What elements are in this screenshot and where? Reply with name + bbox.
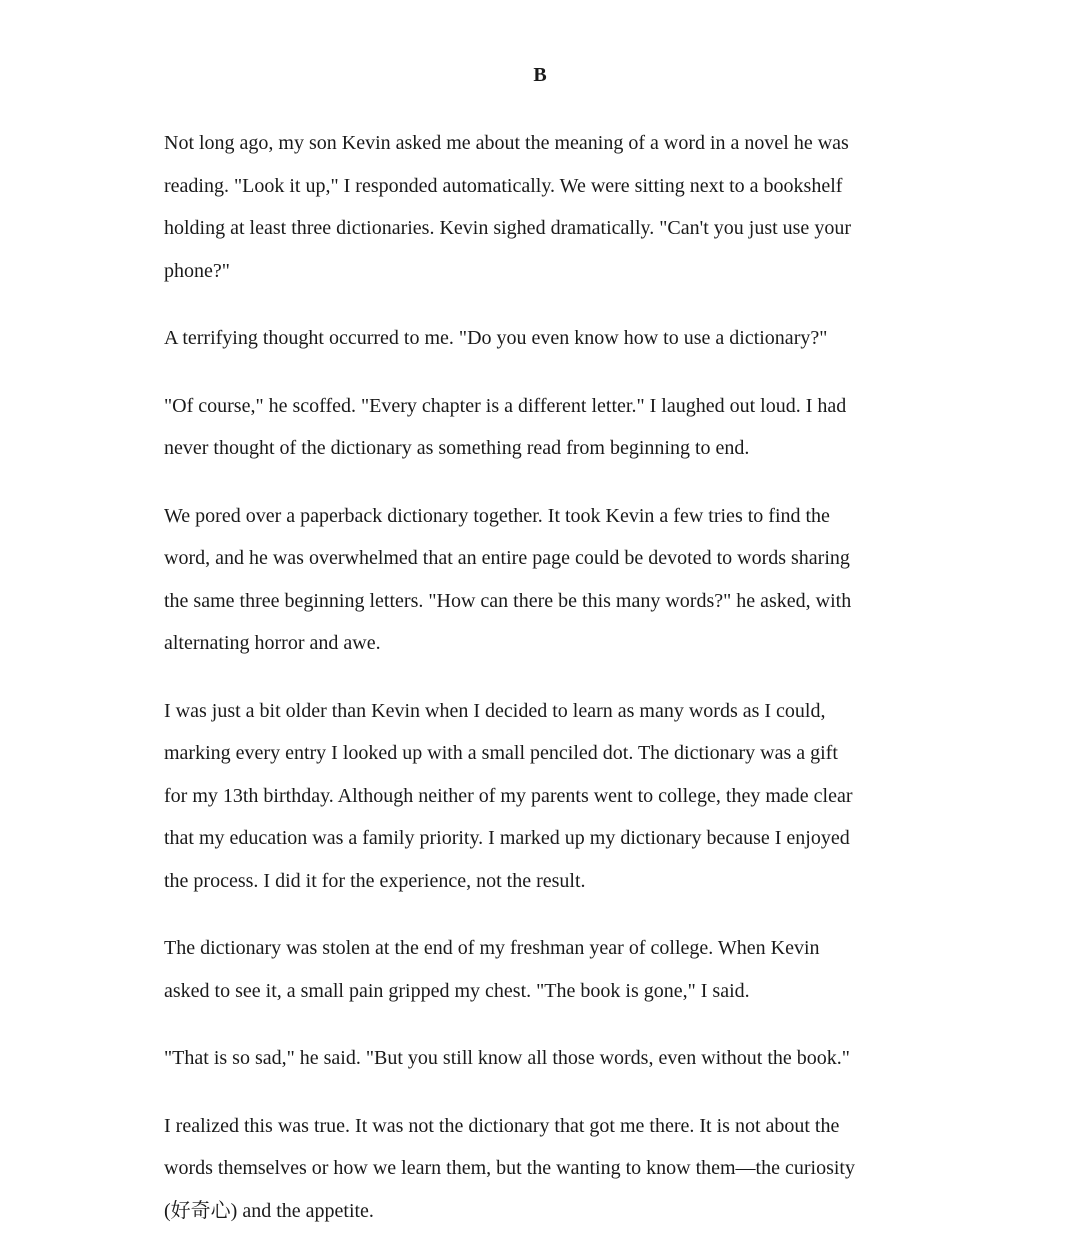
text-line: (好奇心) and the appetite.	[164, 1199, 374, 1222]
passage-body	[164, 122, 924, 1257]
text-line: the process. I did it for the experience, not the result.	[164, 869, 586, 892]
text-line: phone?"	[164, 259, 230, 282]
paragraph-8	[164, 1105, 924, 1233]
text-line: that my education was a family priority. I marked up my dictionary because I enjoyed	[164, 827, 850, 849]
paragraph-6	[164, 927, 924, 1012]
text-line: alternating horror and awe.	[164, 632, 381, 654]
text-line: word, and he was overwhelmed that an entire page could be devoted to words sharing	[164, 547, 850, 569]
text-line: I realized this was true. It was not the dictionary that got me there. It is not about the	[164, 1114, 840, 1137]
paragraph-2	[164, 317, 924, 360]
text-line: A terrifying thought occurred to me. "Do you even know how to use a dictionary?"	[164, 327, 828, 349]
text-line: reading. "Look it up," I responded automatically. We were sitting next to a bookshelf	[164, 174, 843, 197]
text-line: Not long ago, my son Kevin asked me about the meaning of a word in a novel he was	[164, 132, 849, 154]
text-line: the same three beginning letters. "How can there be this many words?" he asked, with	[164, 589, 852, 612]
text-line: I was just a bit older than Kevin when I decided to learn as many words as I could,	[164, 699, 826, 722]
text-line: never thought of the dictionary as something read from beginning to end.	[164, 437, 750, 459]
text-line: holding at least three dictionaries. Kevin sighed dramatically. "Can't you just use your	[164, 217, 851, 239]
text-line: "That is so sad," he said. "But you still know all those words, even without the book."	[164, 1047, 850, 1069]
text-line: The dictionary was stolen at the end of my freshman year of college. When Kevin	[164, 937, 820, 959]
text-line: "Of course," he scoffed. "Every chapter is a different letter." I laughed out loud. I had	[164, 394, 847, 417]
paragraph-5	[164, 690, 924, 903]
text-line: for my 13th birthday. Although neither of my parents went to college, they made clear	[164, 784, 853, 807]
paragraph-7	[164, 1037, 924, 1080]
text-line: words themselves or how we learn them, but the wanting to know them—the curiosity	[164, 1157, 855, 1179]
section-heading: B	[533, 64, 547, 86]
paragraph-3	[164, 385, 924, 470]
text-line: asked to see it, a small pain gripped my chest. "The book is gone," I said.	[164, 979, 750, 1002]
text-line: marking every entry I looked up with a small penciled dot. The dictionary was a gift	[164, 742, 838, 764]
paragraph-1	[164, 122, 924, 292]
text-line: We pored over a paperback dictionary together. It took Kevin a few tries to find the	[164, 504, 830, 527]
paragraph-4	[164, 495, 924, 665]
